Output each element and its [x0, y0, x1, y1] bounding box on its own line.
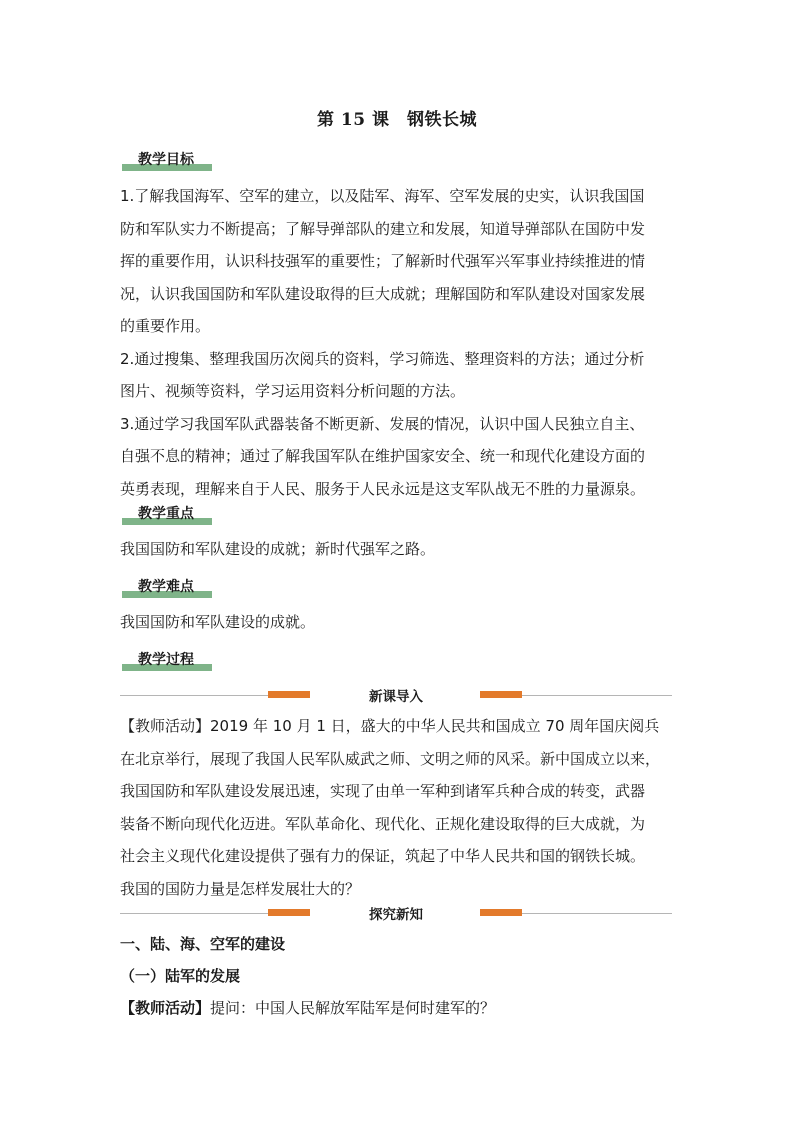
intro-line: 【教师活动】2019 年 10 月 1 日，盛大的中华人民共和国成立 70 周年国庆阅兵	[120, 717, 660, 735]
goals-line: 1.了解我国海军、空军的建立，以及陆军、海军、空军发展的史实，认识我国国	[120, 187, 645, 205]
section-heading-goals	[122, 149, 212, 171]
goals-line: 图片、视频等资料，学习运用资料分析问题的方法。	[120, 382, 466, 400]
goals-line: 3.通过学习我国军队武器装备不断更新、发展的情况，认识中国人民独立自主、	[120, 414, 645, 433]
intro-line: 我国国防和军队建设发展迅速，实现了由单一军种到诸军兵种合成的转变，武器	[120, 782, 646, 800]
divider-intro	[120, 685, 672, 707]
goals-line: 防和军队实力不断提高；了解导弹部队的建立和发展，知道导弹部队在国防中发	[120, 219, 646, 238]
question-text: 提问：中国人民解放军陆军是何时建军的？	[210, 999, 496, 1017]
intro-paragraph	[120, 710, 680, 905]
divider-label: 探究新知	[369, 907, 423, 923]
intro-line: 在北京举行，展现了我国人民军队威武之师、文明之师的风采。新中国成立以来，	[120, 749, 661, 768]
difficulties-line: 我国国防和军队建设的成就。	[120, 613, 316, 631]
key-points-line: 我国国防和军队建设的成就；新时代强军之路。	[120, 540, 436, 558]
section-heading-key-points	[122, 503, 212, 525]
divider-label: 新课导入	[369, 689, 423, 705]
intro-line: 社会主义现代化建设提供了强有力的保证，筑起了中华人民共和国的钢铁长城。	[120, 847, 646, 865]
goals-line: 的重要作用。	[120, 317, 211, 335]
heading-label: 教学目标	[138, 152, 194, 168]
section-heading-difficulties	[122, 576, 212, 598]
heading-label: 教学重点	[138, 506, 194, 522]
intro-line: 装备不断向现代化迈进。军队革命化、现代化、正规化建设取得的巨大成就，为	[120, 814, 646, 833]
teacher-activity-tag: 【教师活动】	[120, 999, 211, 1017]
divider-explore	[120, 903, 672, 925]
lesson-title: 第 15 课 钢铁长城	[317, 110, 477, 130]
goals-paragraph	[120, 180, 680, 505]
part1-question	[120, 992, 680, 1025]
difficulties-text	[120, 606, 680, 639]
part1-subheading: （一）陆军的发展	[120, 967, 241, 985]
goals-line: 自强不息的精神；通过了解我国军队在维护国家安全、统一和现代化建设方面的	[120, 447, 646, 465]
intro-line: 我国的国防力量是怎样发展壮大的？	[120, 879, 361, 898]
section-heading-process	[122, 649, 212, 671]
goals-line: 挥的重要作用，认识科技强军的重要性；了解新时代强军兴军事业持续推进的情	[120, 252, 646, 270]
part1-heading: 一、陆、海、空军的建设	[120, 935, 286, 953]
goals-line: 英勇表现，理解来自于人民、服务于人民永远是这支军队战无不胜的力量源泉。	[120, 479, 646, 498]
goals-line: 况，认识我国国防和军队建设取得的巨大成就；理解国防和军队建设对国家发展	[120, 284, 646, 303]
heading-label: 教学过程	[138, 652, 194, 668]
goals-line: 2.通过搜集、整理我国历次阅兵的资料，学习筛选、整理资料的方法；通过分析	[120, 349, 645, 368]
heading-label: 教学难点	[138, 579, 194, 595]
key-points-text	[120, 533, 680, 566]
question-line	[120, 992, 680, 1025]
